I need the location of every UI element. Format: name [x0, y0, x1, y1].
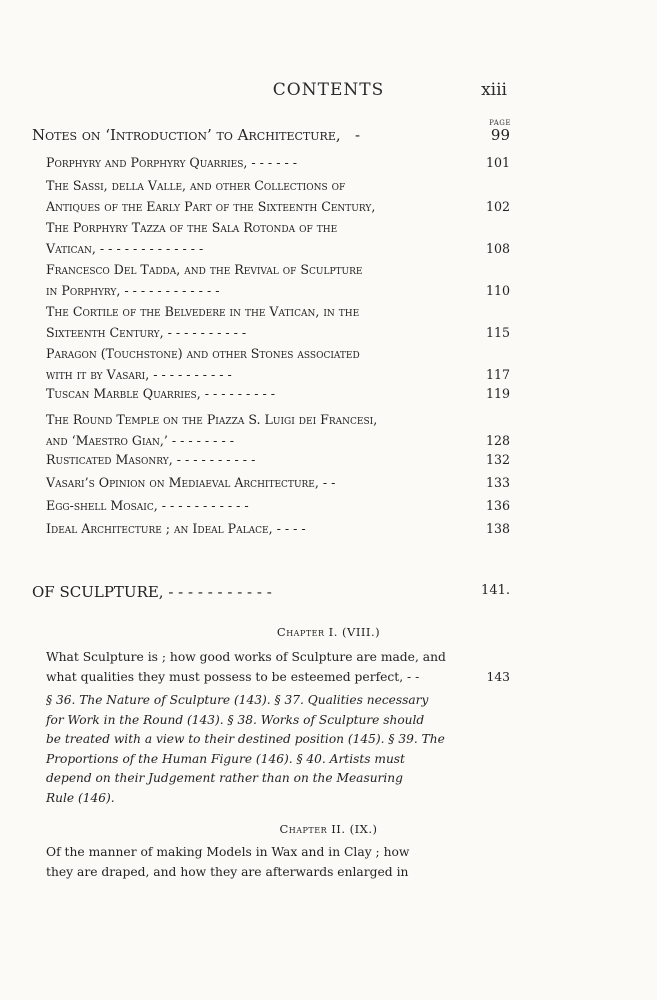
chapter-2-summary: [46, 843, 510, 882]
notes-heading-text: Notes on ‘Introduction’ to Architecture, -: [32, 126, 361, 144]
chapter-1-summary-line: what qualities they must possess to be esteemed perfect, - -: [46, 669, 420, 684]
toc-entry-line: Ideal Architecture ; an Ideal Palace, - - - -: [46, 521, 306, 536]
toc-entry: [46, 176, 510, 217]
chapter-1-title: Chapter I. (VIII.): [276, 625, 381, 639]
chapter-1-summary: [46, 648, 510, 687]
toc-entry: [46, 218, 510, 259]
notes-heading-page: 99: [490, 126, 510, 144]
toc-entry-line: Vatican, - - - - - - - - - - - - -: [46, 240, 204, 256]
section-line: for Work in the Round (143). § 38. Works of Sculpture should: [46, 712, 425, 727]
toc-entry-line: Sixteenth Century, - - - - - - - - - -: [46, 324, 247, 340]
toc-entry-page: 101: [485, 155, 510, 170]
toc-entry-page: 110: [485, 282, 510, 298]
toc-entry-page: 136: [485, 498, 510, 513]
sculpture-heading-text: OF SCULPTURE, - - - - - - - - - - -: [32, 583, 272, 601]
toc-entry-page: 132: [485, 452, 510, 467]
toc-entry-line: The Cortile of the Belvedere in the Vatican, in the: [46, 304, 360, 319]
sculpture-heading-page: 141.: [481, 583, 510, 598]
toc-entry: [46, 473, 510, 494]
toc-entry-page: 138: [485, 521, 510, 536]
toc-entry: [46, 410, 510, 451]
section-line: § 36. The Nature of Sculpture (143). § 37. Qualities necessary: [46, 693, 429, 707]
toc-entry: [46, 260, 510, 301]
notes-heading: [32, 126, 510, 144]
chapter-2-title: Chapter II. (IX.): [279, 822, 378, 836]
chapter-2-summary-line: Of the manner of making Models in Wax and in Clay ; how: [46, 845, 410, 859]
toc-entry-line: Porphyry and Porphyry Quarries, - - - - - -: [46, 155, 297, 170]
toc-entry-line: with it by Vasari, - - - - - - - - - -: [46, 366, 232, 382]
toc-entry-page: 133: [485, 475, 510, 490]
toc-entry-page: 115: [485, 324, 510, 340]
toc-entry: [46, 302, 510, 343]
toc-entry-line: Rusticated Masonry, - - - - - - - - - -: [46, 452, 256, 467]
running-title: CONTENTS: [272, 80, 385, 100]
toc-entry-line: in Porphyry, - - - - - - - - - - - -: [46, 282, 220, 298]
sculpture-heading: [32, 583, 510, 601]
chapter-1-summary-line: What Sculpture is ; how good works of Sculpture are made, and: [46, 650, 446, 664]
toc-entry-line: Antiques of the Early Part of the Sixteenth Century,: [46, 198, 376, 214]
toc-entry-page: 128: [485, 432, 510, 448]
chapter-2-summary-line: they are draped, and how they are afterwards enlarged in: [46, 864, 409, 879]
toc-entry-line: Francesco Del Tadda, and the Revival of Sculpture: [46, 262, 363, 277]
toc-entry-line: Paragon (Touchstone) and other Stones associated: [46, 346, 360, 361]
toc-entry-line: Vasari’s Opinion on Mediaeval Architecture, - -: [46, 475, 336, 490]
chapter-1-sections: [46, 691, 466, 809]
section-line: Rule (146).: [46, 790, 115, 805]
page-column-label: PAGE: [489, 119, 511, 127]
toc-entry: [46, 153, 510, 174]
page-folio: xiii: [481, 80, 507, 100]
toc-entry-page: 102: [485, 198, 510, 214]
toc-entry: [46, 384, 510, 405]
toc-entry-line: Tuscan Marble Quarries, - - - - - - - - -: [46, 386, 276, 401]
toc-entry: [46, 344, 510, 385]
chapter-1-page: 143: [486, 669, 510, 684]
toc-entry: [46, 496, 510, 517]
toc-entry-line: Egg-shell Mosaic, - - - - - - - - - - -: [46, 498, 249, 513]
section-line: Proportions of the Human Figure (146). § 40. Artists must: [46, 751, 405, 766]
section-line: depend on their Judgement rather than on the Measuring: [46, 771, 403, 786]
toc-entry-line: The Sassi, della Valle, and other Collections of: [46, 178, 346, 193]
toc-entry-page: 119: [485, 386, 510, 401]
toc-entry-line: The Round Temple on the Piazza S. Luigi dei Francesi,: [46, 412, 378, 427]
toc-entry: [46, 450, 510, 471]
toc-entry-page: 108: [485, 240, 510, 256]
section-line: be treated with a view to their destined position (145). § 39. The: [46, 732, 445, 747]
toc-entry-page: 117: [485, 366, 510, 382]
toc-entry-line: The Porphyry Tazza of the Sala Rotonda of the: [46, 220, 338, 235]
toc-entry-line: and ‘Maestro Gian,’ - - - - - - - -: [46, 432, 234, 448]
toc-entry: [46, 519, 510, 540]
